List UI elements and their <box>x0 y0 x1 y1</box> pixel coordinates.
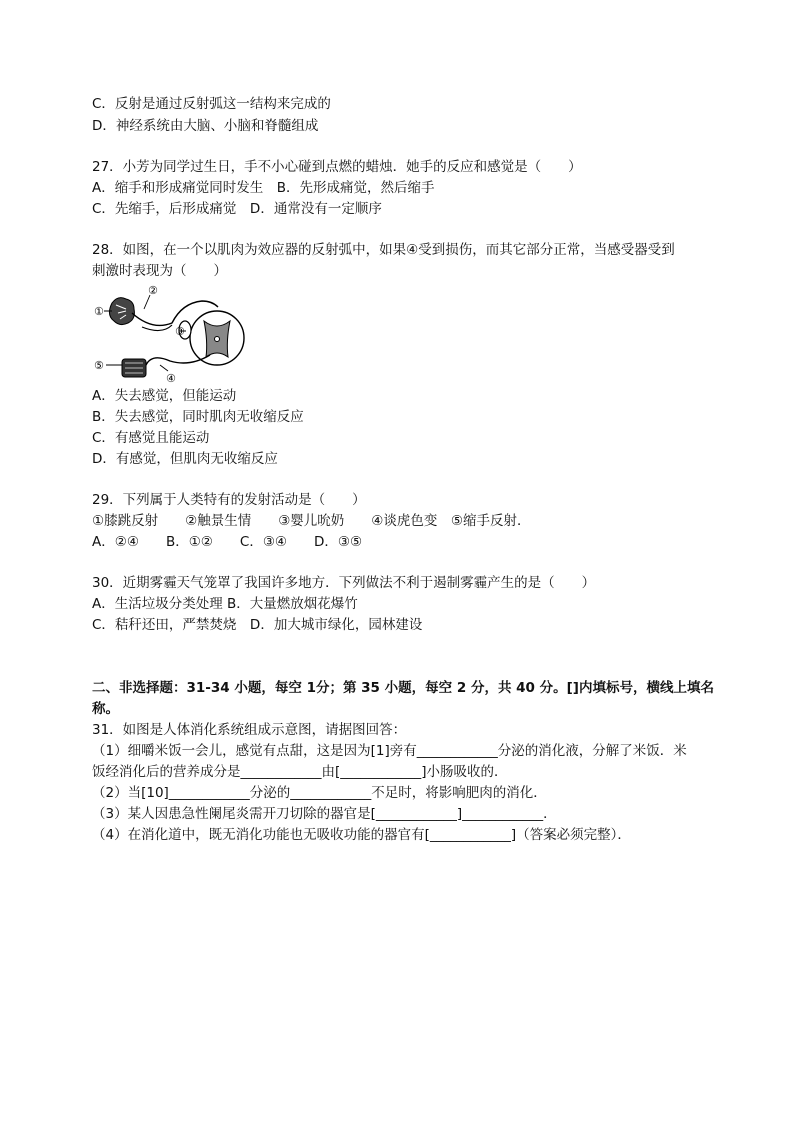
label-1: ① <box>94 305 104 318</box>
q29-options: A．②④ B．①② C．③④ D．③⑤ <box>92 534 363 550</box>
q30-options-cd: C．秸秆还田，严禁焚烧 D．加大城市绿化，园林建设 <box>92 617 423 633</box>
q26-option-c: C．反射是通过反射弧这一结构来完成的 <box>92 96 331 112</box>
q27-stem: 27．小芳为同学过生日，手不小心碰到点燃的蜡烛．她手的反应和感觉是（ ） <box>92 159 582 175</box>
label-5: ⑤ <box>94 359 104 372</box>
q31-part4: （4）在消化道中，既无消化功能也无吸收功能的器官有[____________]（答案必须完整）． <box>92 827 631 843</box>
q27-options-ab: A．缩手和形成痛觉同时发生 B．先形成痛觉，然后缩手 <box>92 180 435 196</box>
q31-part2: （2）当[10]____________分泌的____________不足时，将影响肥肉的消化． <box>92 785 547 801</box>
label-3: ③ <box>175 325 185 338</box>
q28-option-a: A．失去感觉，但能运动 <box>92 388 237 404</box>
q31-part1-line2: 饭经消化后的营养成分是____________由[____________]小肠吸收的． <box>92 764 508 780</box>
q30-stem: 30．近期雾霾天气笼罩了我国许多地方．下列做法不利于遏制雾霾产生的是（ ） <box>92 575 596 591</box>
q28-stem-line1: 28．如图，在一个以肌肉为效应器的反射弧中，如果④受到损伤，而其它部分正常，当感受器受到 <box>92 242 675 258</box>
q31-part1-line1: （1）细嚼米饭一会儿，感觉有点甜，这是因为[1]旁有____________分泌的消化液，分解了米饭．米 <box>92 743 687 759</box>
q28-option-c: C．有感觉且能运动 <box>92 430 210 446</box>
q29-stem: 29．下列属于人类特有的发射活动是（ ） <box>92 492 366 508</box>
receptor-shape <box>109 298 134 325</box>
q28-option-d: D．有感觉，但肌肉无收缩反应 <box>92 451 278 467</box>
q28-stem-line2: 刺激时表现为（ ） <box>92 263 227 279</box>
section-2-heading-line2: 称。 <box>92 701 119 717</box>
q26-option-d: D．神经系统由大脑、小脑和脊髓组成 <box>92 118 319 134</box>
q28-option-b: B．失去感觉，同时肌肉无收缩反应 <box>92 409 304 425</box>
reflex-arc-diagram <box>92 283 252 386</box>
q31-part3: （3）某人因患急性阑尾炎需开刀切除的器官是[____________]____________． <box>92 806 557 822</box>
q30-options-ab: A．生活垃圾分类处理 B．大量燃放烟花爆竹 <box>92 596 358 612</box>
label-yi: 乙 <box>230 335 240 346</box>
q27-options-cd: C．先缩手，后形成痛觉 D．通常没有一定顺序 <box>92 201 382 217</box>
q29-items: ①膝跳反射 ②触景生情 ③婴儿吮奶 ④谈虎色变 ⑤缩手反射． <box>92 513 531 529</box>
q31-stem: 31．如图是人体消化系统组成示意图，请据图回答： <box>92 722 407 738</box>
section-2-heading-line1: 二、非选择题：31-34 小题，每空 1分；第 35 小题，每空 2 分，共 40 分。[]内填标号，横线上填名 <box>92 680 714 696</box>
effector-muscle <box>122 359 146 377</box>
label-4: ④ <box>166 372 176 385</box>
label-2: ② <box>148 284 158 297</box>
